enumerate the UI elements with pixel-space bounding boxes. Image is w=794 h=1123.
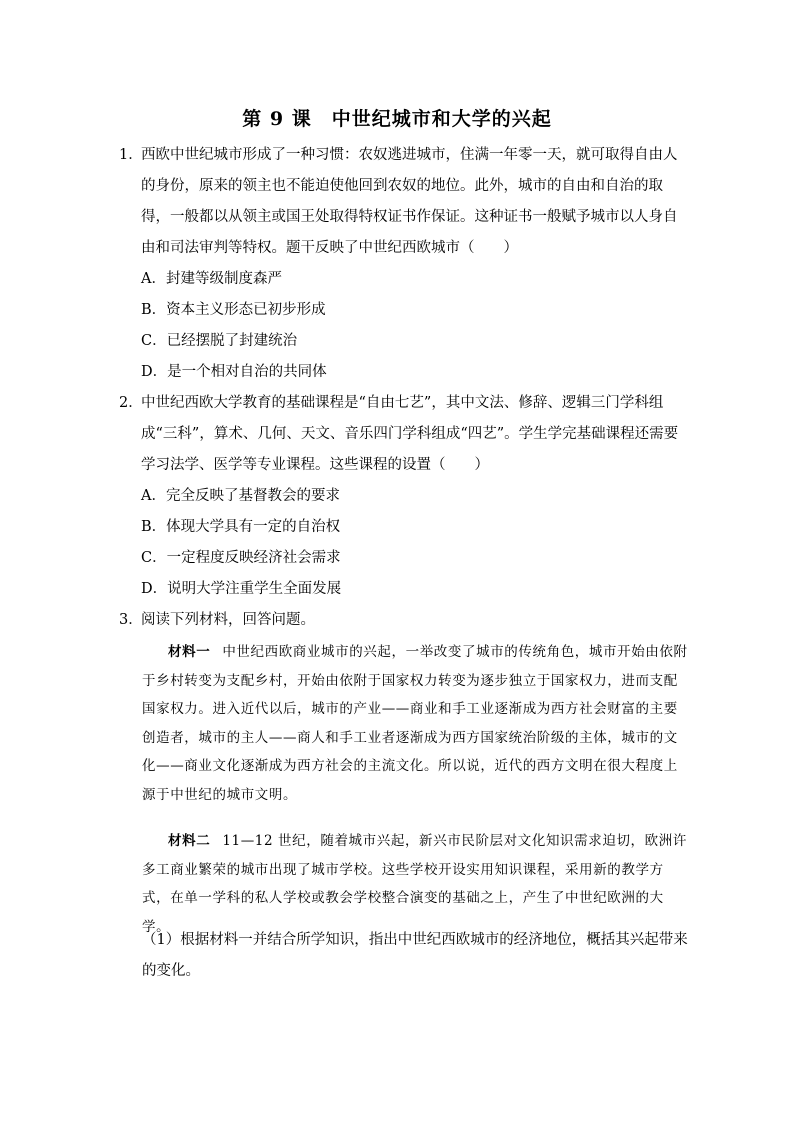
question-stem: 西欧中世纪城市形成了一种习惯：农奴逃进城市，住满一年零一天，就可取得自由人的身份，原来的领主也不能迫使他回到农奴的地位。此外，城市的自由和自治的取得，一般都以从领主或国王处取得特权证书作保证。这种证书一般赋予城市以人身自由和司法审判等特权。题干反映了中世纪西欧城市（ ） bbox=[141, 147, 678, 256]
option-d: D．是一个相对自治的共同体 bbox=[141, 364, 327, 380]
question-stem: 中世纪西欧大学教育的基础课程是“自由七艺”，其中文法、修辞、逻辑三门学科组成“三科”，算术、几何、天文、音乐四门学科组成“四艺”。学生学完基础课程还需要学习法学、医学等专业课程。这些课程的设置（ ） bbox=[141, 395, 679, 473]
material-label: 材料一 bbox=[168, 644, 211, 660]
option-a: A．完全反映了基督教会的要求 bbox=[141, 488, 340, 504]
question-number: 1． bbox=[119, 147, 143, 163]
question-1 bbox=[119, 140, 689, 388]
material-text: 11—12 世纪，随着城市兴起，新兴市民阶层对文化知识需求迫切，欧洲许多工商业繁荣的城市出现了城市学校。这些学校开设实用知识课程，采用新的教学方式，在单一学科的私人学校或教会学校整合演变的基础之上，产生了中世纪欧洲的大学。 bbox=[142, 833, 687, 935]
option-c: C．一定程度反映经济社会需求 bbox=[141, 550, 341, 566]
option-c: C．已经摆脱了封建统治 bbox=[141, 333, 298, 349]
option-d: D．说明大学注重学生全面发展 bbox=[141, 581, 342, 597]
question-number: 3． bbox=[119, 612, 143, 628]
material-text: 中世纪西欧商业城市的兴起，一举改变了城市的传统角色，城市开始由依附于乡村转变为支配乡村，开始由依附于国家权力转变为逐步独立于国家权力，进而支配国家权力。进入近代以后，城市的产业——商业和手工业逐渐成为西方社会财富的主要创造者，城市的主人——商人和手工业者逐渐成为西方国家统治阶级的主体，城市的文化——商业文化逐渐成为西方社会的主流文化。所以说，近代的西方文明在很大程度上源于中世纪的城市文明。 bbox=[142, 644, 688, 803]
material-1 bbox=[142, 638, 690, 809]
question-number: 2． bbox=[119, 395, 143, 411]
option-b: B．体现大学具有一定的自治权 bbox=[141, 519, 341, 535]
option-b: B．资本主义形态已初步形成 bbox=[141, 302, 326, 318]
material-2 bbox=[142, 827, 690, 941]
sub-question-1: （1）根据材料一并结合所学知识，指出中世纪西欧城市的经济地位，概括其兴起带来的变化。 bbox=[142, 932, 688, 979]
material-label: 材料二 bbox=[168, 833, 211, 849]
question-stem: 阅读下列材料，回答问题。 bbox=[141, 612, 315, 628]
question-2 bbox=[119, 388, 689, 605]
question-3 bbox=[119, 605, 689, 636]
page-title: 第 9 课 中世纪城市和大学的兴起 bbox=[242, 108, 552, 130]
option-a: A．封建等级制度森严 bbox=[141, 271, 282, 287]
